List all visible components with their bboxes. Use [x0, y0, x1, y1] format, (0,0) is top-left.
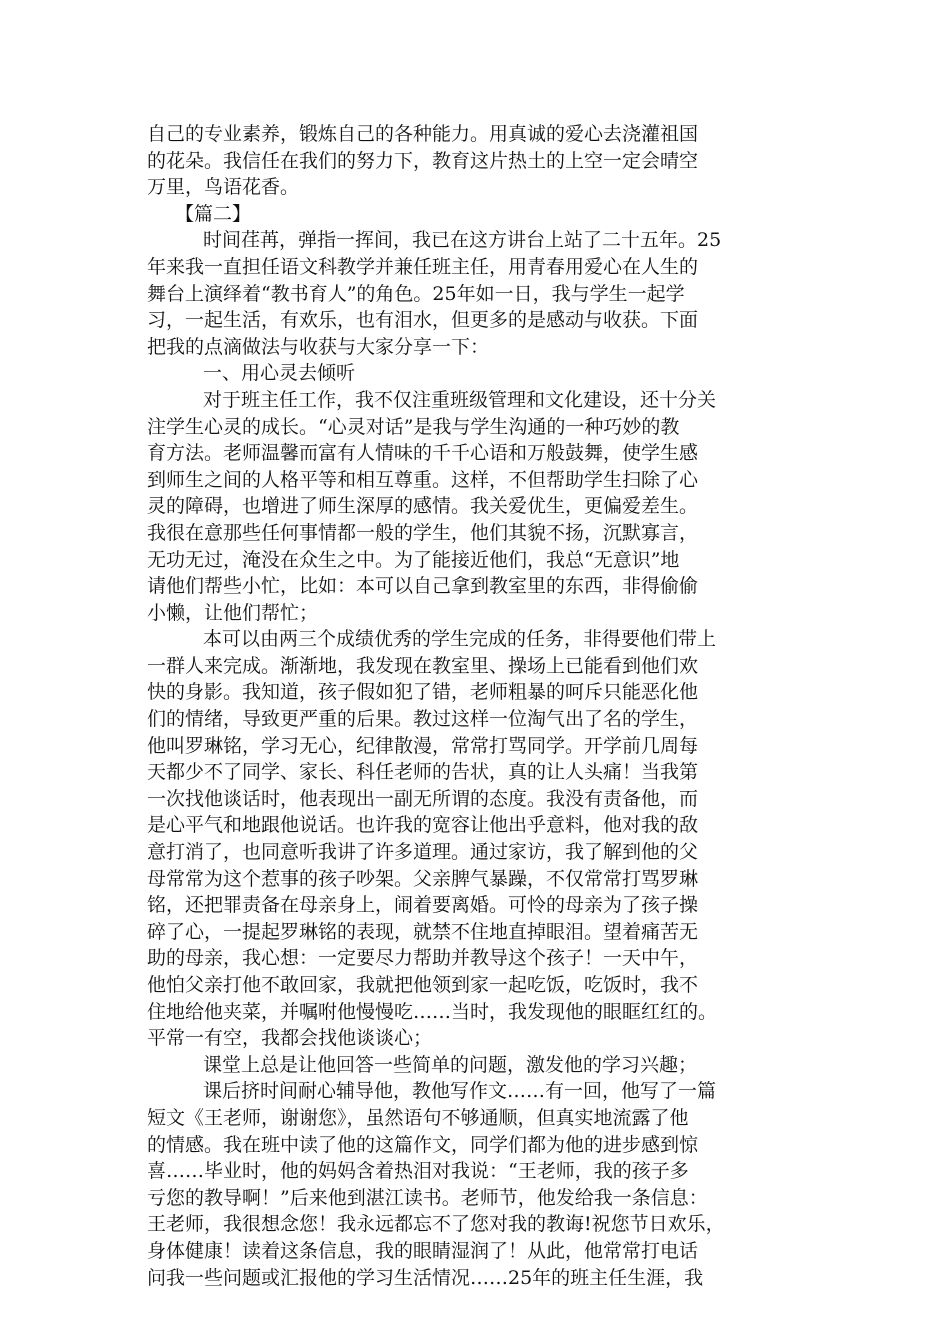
text-line: 请他们帮些小忙，比如：本可以自己拿到教室里的东西，非得偷偷: [147, 575, 699, 598]
text-line: 们的情绪，导致更严重的后果。教过这样一位淘气出了名的学生，: [147, 708, 699, 731]
text-line: 的情感。我在班中读了他的这篇作文，同学们都为他的进步感到惊: [147, 1133, 699, 1156]
text-line: 天都少不了同学、家长、科任老师的告状，真的让人头痛！当我第: [147, 761, 699, 784]
text-line: 身体健康！读着这条信息，我的眼睛湿润了！从此，他常常打电话: [147, 1239, 699, 1262]
text-line: 自己的专业素养，锻炼自己的各种能力。用真诚的爱心去浇灌祖国: [147, 123, 699, 145]
text-line: 把我的点滴做法与收获与大家分享一下：: [147, 335, 490, 358]
text-line: 本可以由两三个成绩优秀的学生完成的任务，非得要他们带上: [203, 628, 717, 651]
text-line: 是心平气和地跟他说话。也许我的宽容让他出乎意料，他对我的敌: [147, 814, 699, 837]
text-line: 我很在意那些任何事情都一般的学生，他们其貌不扬，沉默寡言，: [147, 521, 699, 544]
text-line: 平常一有空，我都会找他谈谈心；: [147, 1027, 433, 1050]
text-line: 他怕父亲打他不敢回家，我就把他领到家一起吃饭，吃饭时，我不: [147, 974, 699, 996]
text-line: 一次找他谈话时，他表现出一副无所谓的态度。我没有责备他，而: [147, 787, 699, 810]
text-line: 万里，鸟语花香。: [147, 176, 300, 199]
text-line: 住地给他夹菜，并嘱咐他慢慢吃……当时，我发现他的眼眶红红的。: [147, 1000, 718, 1023]
text-line: 年来我一直担任语文科教学并兼任班主任，用青春用爱心在人生的: [147, 255, 699, 278]
text-line: 灵的障碍，也增进了师生深厚的感情。我关爱优生，更偏爱差生。: [147, 495, 699, 518]
text-line: 短文《王老师，谢谢您》，虽然语句不够通顺，但真实地流露了他: [147, 1106, 689, 1129]
text-line: 亏您的教导啊！”后来他到湛江读书。老师节，他发给我一条信息：: [147, 1186, 708, 1209]
text-line: 到师生之间的人格平等和相互尊重。这样，不但帮助学生扫除了心: [147, 468, 699, 491]
text-line: 意打消了，也同意听我讲了许多道理。通过家访，我了解到他的父: [147, 841, 699, 864]
text-line: 习，一起生活，有欢乐，也有泪水，但更多的是感动与收获。下面: [147, 309, 699, 332]
text-line: 对于班主任工作，我不仅注重班级管理和文化建设，还十分关: [203, 388, 717, 411]
document-body: [147, 121, 807, 1291]
text-line: 课后挤时间耐心辅导他，教他写作文……有一回，他写了一篇: [203, 1080, 717, 1103]
text-line: 【篇二】: [175, 202, 252, 225]
text-line: 快的身影。我知道，孩子假如犯了错，老师粗暴的呵斥只能恶化他: [147, 681, 699, 704]
text-line: 注学生心灵的成长。“心灵对话”是我与学生沟通的一种巧妙的教: [147, 415, 680, 438]
text-line: 他叫罗琳铭，学习无心，纪律散漫，常常打骂同学。开学前几周每: [147, 734, 699, 757]
text-line: 母常常为这个惹事的孩子吵架。父亲脾气暴躁，不仅常常打骂罗琳: [147, 867, 699, 890]
text-line: 铭，还把罪责备在母亲身上，闹着要离婚。可怜的母亲为了孩子操: [147, 894, 699, 917]
text-line: 小懒，让他们帮忙；: [147, 601, 319, 624]
text-line: 一群人来完成。渐渐地，我发现在教室里、操场上已能看到他们欢: [147, 654, 699, 677]
text-line: 的花朵。我信任在我们的努力下，教育这片热土的上空一定会晴空: [147, 149, 699, 172]
text-line: 碎了心，一提起罗琳铭的表现，就禁不住地直掉眼泪。望着痛苦无: [147, 920, 699, 943]
text-line: 舞台上演绎着“教书育人”的角色。25年如一日，我与学生一起学: [147, 282, 685, 305]
text-line: 助的母亲，我心想：一定要尽力帮助并教导这个孩子！一天中午，: [147, 947, 699, 970]
text-line: 无功无过，淹没在众生之中。为了能接近他们，我总“无意识”地: [147, 548, 680, 571]
text-line: 时间荏苒，弹指一挥间，我已在这方讲台上站了二十五年。25: [203, 229, 722, 252]
text-line: 一、用心灵去倾听: [203, 362, 356, 385]
text-line: 喜……毕业时，他的妈妈含着热泪对我说：“王老师，我的孩子多: [147, 1160, 689, 1183]
text-line: 课堂上总是让他回答一些简单的问题，激发他的学习兴趣；: [203, 1053, 698, 1076]
text-line: 问我一些问题或汇报他的学习生活情况……25年的班主任生涯，我: [147, 1266, 704, 1289]
text-line: 育方法。老师温馨而富有人情味的千千心语和万般鼓舞，使学生感: [147, 442, 699, 465]
text-line: 王老师，我很想念您！我永远都忘不了您对我的教诲!祝您节日欢乐，: [147, 1213, 725, 1236]
